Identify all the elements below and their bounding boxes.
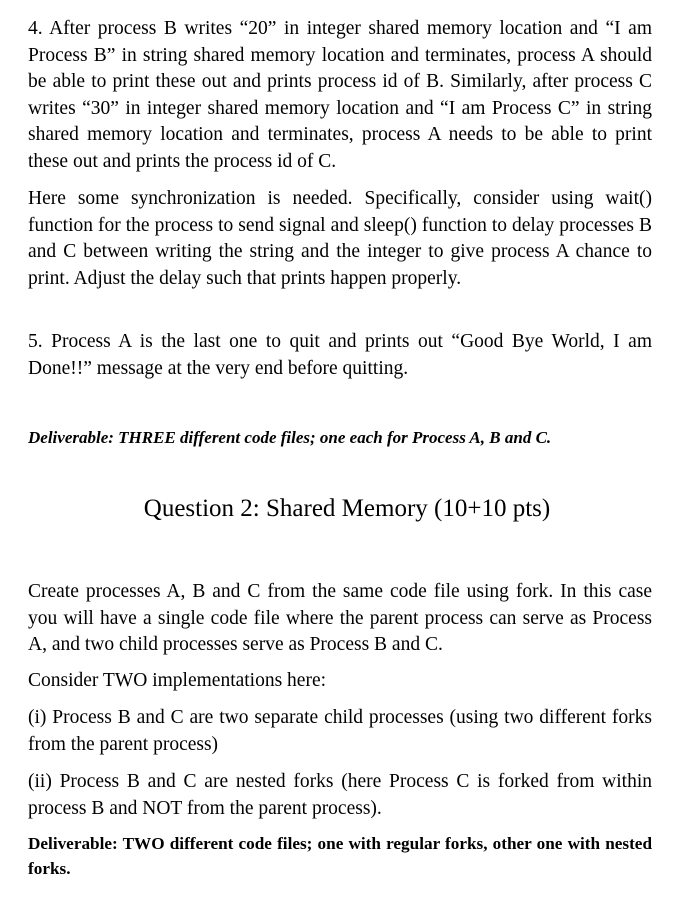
deliverable-two-files: Deliverable: TWO different code files; one with regular forks, other one with nested forks. [28, 834, 652, 878]
implementations-intro: Consider TWO implementations here: [28, 670, 327, 691]
question-2-heading: Question 2: Shared Memory (10+10 pts) [143, 495, 551, 522]
option-i-paragraph: (i) Process B and C are two separate child processes (using two different forks from the parent process) [28, 707, 652, 755]
item-4-paragraph: 4. After process B writes “20” in integer shared memory location and “I am Process B” in string shared memory location and terminates, process A should be able to print these out and prints process id of B. Similarly, after process C writes “30” in integer shared memory location and “I am Process C” in string shared memory location and terminates, process A needs to be able to print these out and prints the process id of C. [28, 18, 652, 172]
deliverable-three-files: Deliverable: THREE different code files; one each for Process A, B and C. [28, 428, 552, 447]
option-ii-paragraph: (ii) Process B and C are nested forks (here Process C is forked from within process B and NOT from the parent process). [28, 771, 652, 819]
question-2-intro: Create processes A, B and C from the same code file using fork. In this case you will have a single code file where the parent process can serve as Process A, and two child processes serve as Process B and C. [28, 581, 652, 655]
synchronization-paragraph: Here some synchronization is needed. Specifically, consider using wait() function for the process to send signal and sleep() function to delay processes B and C between writing the string and the integer to give process A chance to print. Adjust the delay such that prints happen properly. [28, 188, 652, 289]
item-5-paragraph: 5. Process A is the last one to quit and prints out “Good Bye World, I am Done!!” message at the very end before quitting. [28, 331, 652, 379]
